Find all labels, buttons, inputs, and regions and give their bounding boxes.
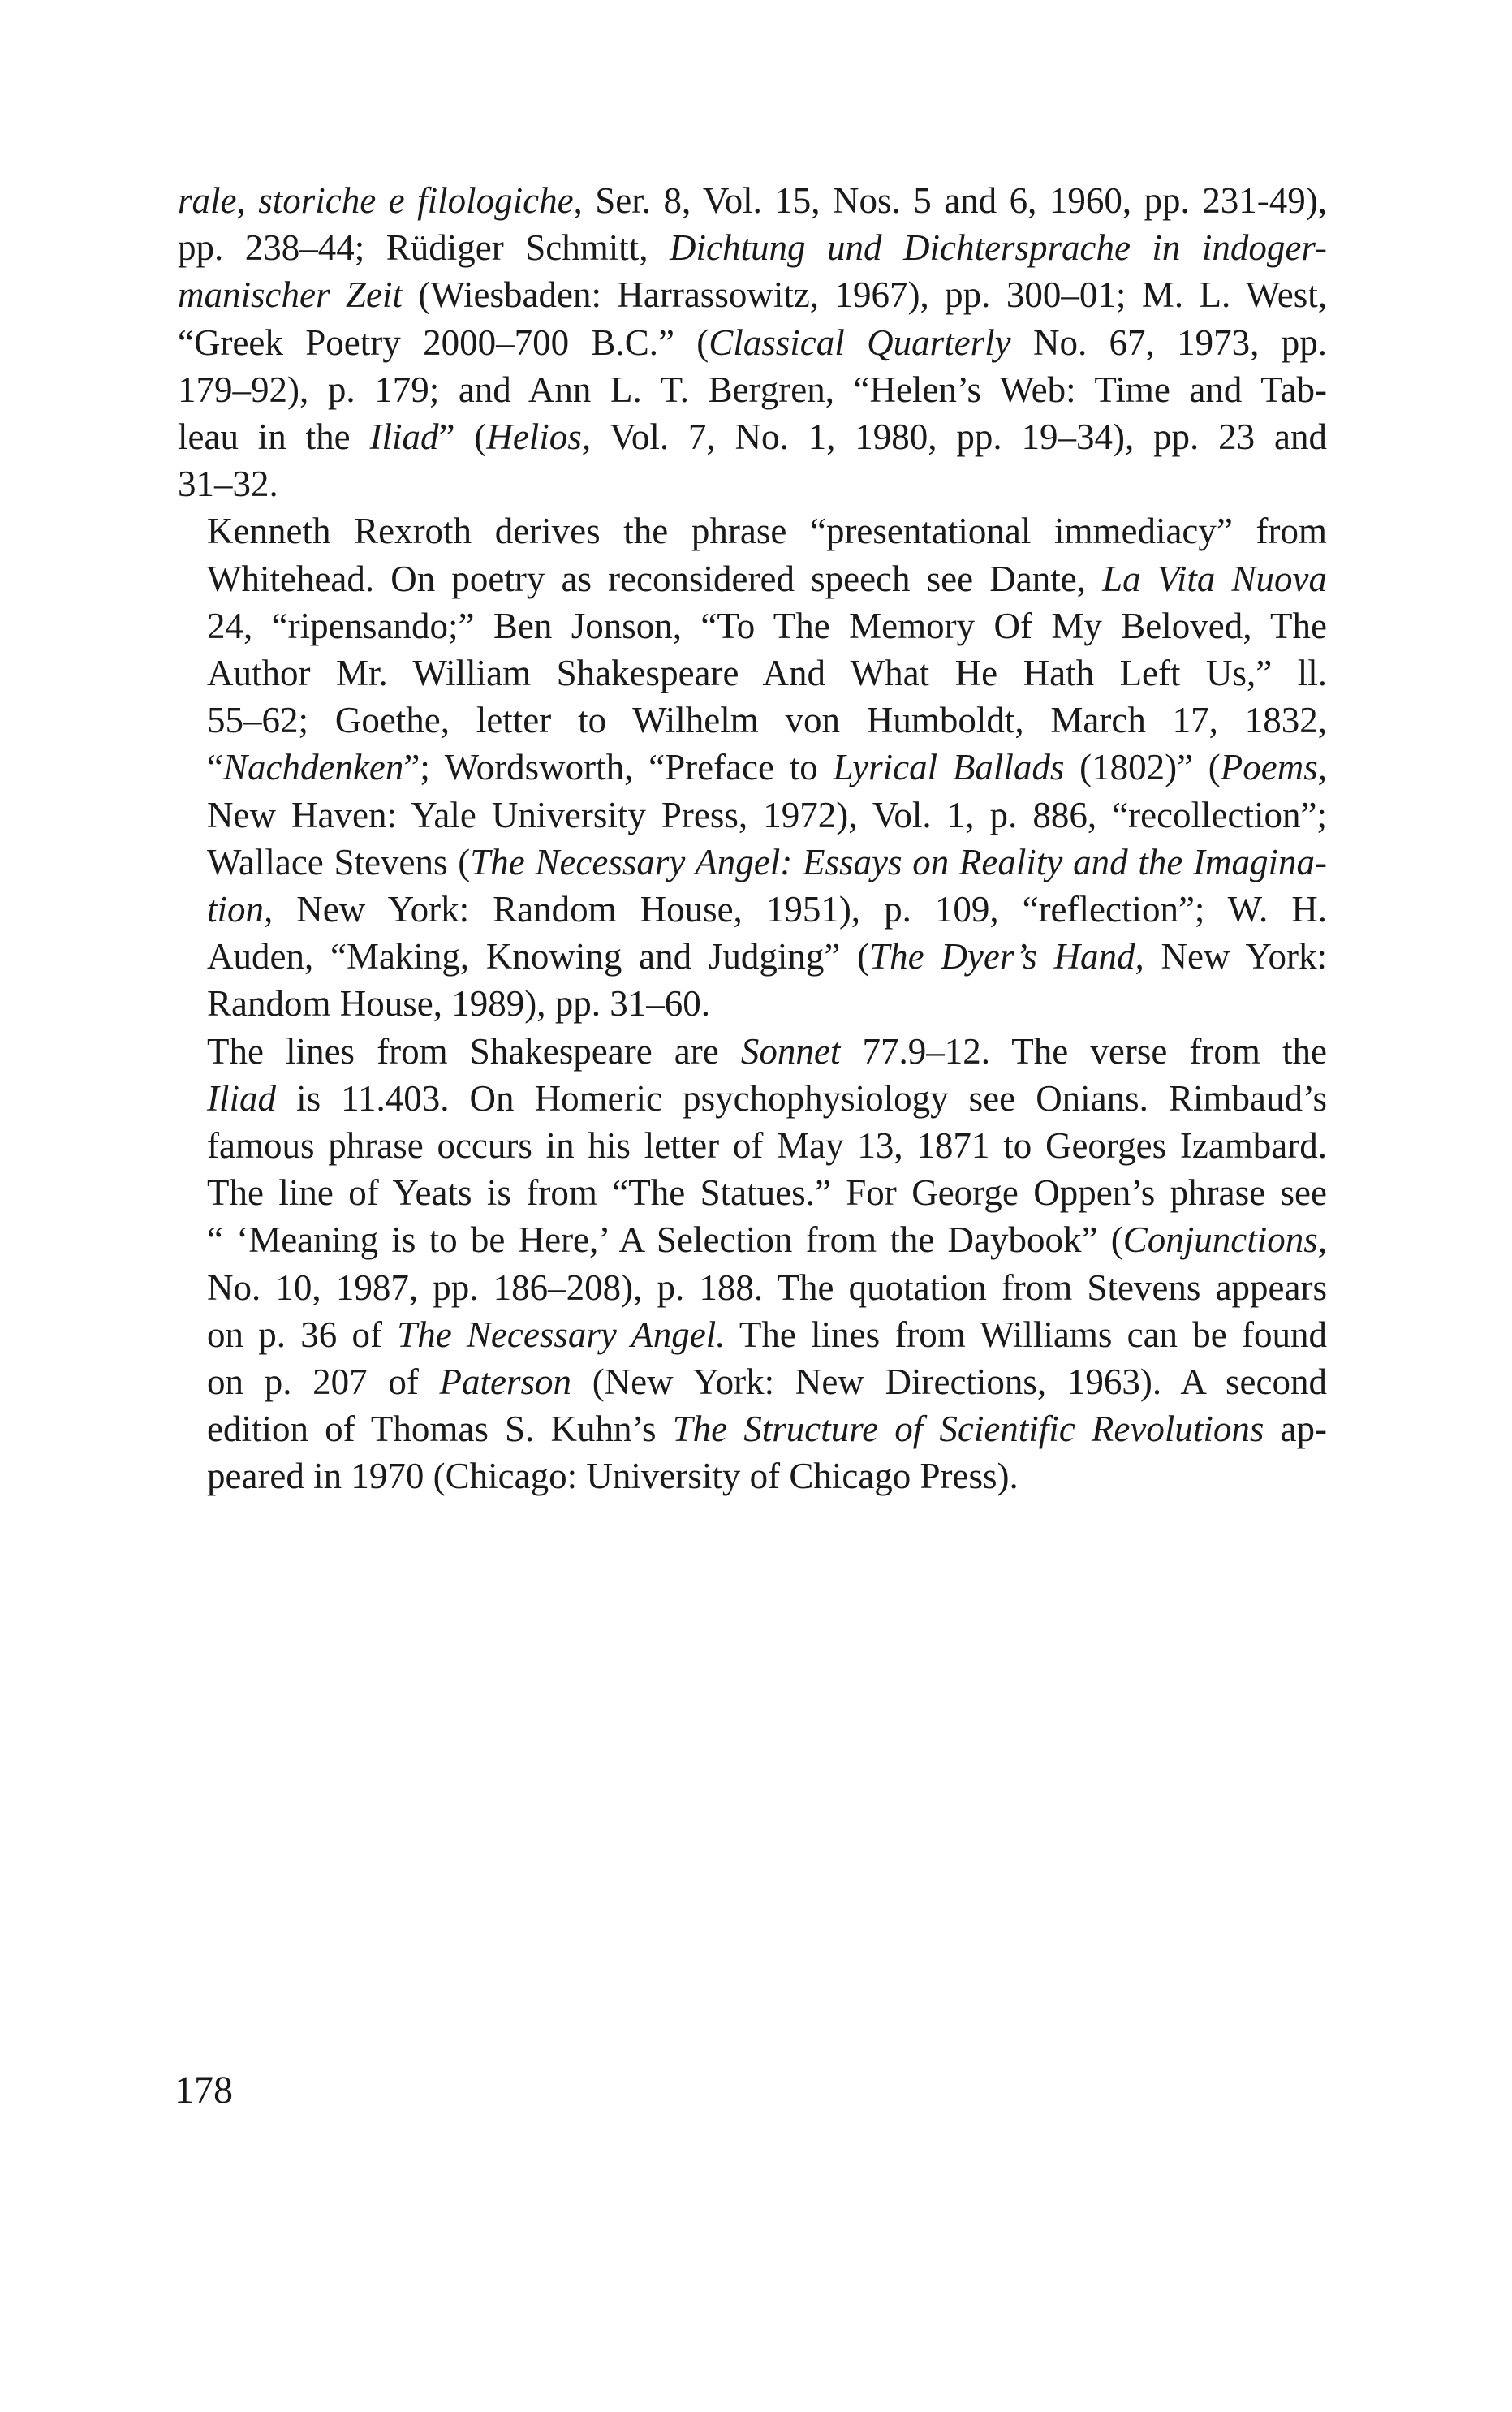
text-line: 31–32. [178,464,278,505]
text-line: 24, “ripensando;” Ben Jonson, “To The Memory Of My Beloved, The [207,605,1327,646]
text-line: Iliad is 11.403. On Homeric psychophysiology see Onians. Rimbaud’s [207,1077,1327,1119]
italic-title: Helios, [486,416,592,458]
text-line: The line of Yeats is from “The Statues.” For George Oppen’s phrase see [207,1172,1327,1214]
italic-title: Poems, [1220,747,1327,788]
text-line: 179–92), p. 179; and Ann L. T. Bergren, “Helen’s Web: Time and Tab- [178,369,1327,410]
text-line: The lines from Shakespeare are Sonnet 77.9–12. The verse from the [207,1030,1327,1072]
page-number: 178 [174,2069,233,2112]
italic-title: Iliad [207,1077,276,1119]
paragraph-shakespeare [178,1028,1327,1500]
italic-title: The Necessary Angel. [397,1314,726,1355]
text-line: Auden, “Making, Knowing and Judging” (The Dyer’s Hand, New York: [207,936,1327,977]
text-line: famous phrase occurs in his letter of May 13, 1871 to Georges Izambard. [207,1125,1327,1167]
text-line: Random House, 1989), pp. 31–60. [207,983,710,1025]
text-line: edition of Thomas S. Kuhn’s The Structure of Scientific Revolutions ap- [207,1409,1327,1450]
italic-title: The Dyer’s Hand, [869,936,1144,977]
text-line: Author Mr. William Shakespeare And What He Hath Left Us,” ll. [207,653,1327,694]
italic-title: La Vita Nuova [1102,558,1327,599]
italic-title: Classical Quarterly [709,321,1011,363]
text-line: Kenneth Rexroth derives the phrase “presentational immediacy” from [207,511,1327,552]
text-line: peared in 1970 (Chicago: University of Chicago Press). [207,1456,1019,1497]
text-line: Whitehead. On poetry as reconsidered speech see Dante, La Vita Nuova [207,558,1327,599]
paragraph-continuation [178,177,1327,507]
italic-title: Conjunctions, [1122,1219,1327,1261]
text-line: rale, storiche e filologiche, Ser. 8, Vol. 15, Nos. 5 and 6, 1960, pp. 231-49), [178,180,1327,221]
italic-title: Sonnet [740,1030,841,1072]
italic-title: Lyrical Ballads [833,747,1065,788]
text-line: tion, New York: Random House, 1951), p. 109, “reflection”; W. H. [207,889,1327,930]
italic-title: The Necessary Angel: Essays on Reality and the Imagina- [470,841,1327,882]
italic-title: tion, [207,889,274,930]
text-line: No. 10, 1987, pp. 186–208), p. 188. The quotation from Stevens appears [207,1266,1327,1308]
text-line: 55–62; Goethe, letter to Wilhelm von Humboldt, March 17, 1832, [207,700,1327,741]
text-line: “Greek Poetry 2000–700 B.C.” (Classical Quarterly No. 67, 1973, pp. [178,321,1327,363]
text-line: “Nachdenken”; Wordsworth, “Preface to Lyrical Ballads (1802)” (Poems, [207,747,1327,788]
text-line: on p. 207 of Paterson (New York: New Directions, 1963). A second [207,1361,1327,1403]
notes-text [178,177,1327,1500]
text-line: Wallace Stevens (The Necessary Angel: Essays on Reality and the Imagina- [207,841,1327,882]
text-line: New Haven: Yale University Press, 1972), Vol. 1, p. 886, “recollection”; [207,794,1327,835]
text-line: manischer Zeit (Wiesbaden: Harrassowitz, 1967), pp. 300–01; M. L. West, [178,274,1327,316]
text-line: “ ‘Meaning is to be Here,’ A Selection from the Daybook” (Conjunctions, [207,1219,1327,1261]
italic-title: rale, storiche e filologiche, [178,180,583,221]
italic-title: Iliad [369,416,439,458]
italic-title: Nachdenken [222,747,404,788]
paragraph-rexroth [178,507,1327,1027]
italic-title: Paterson [439,1361,571,1403]
text-line: leau in the Iliad” (Helios, Vol. 7, No. 1, 1980, pp. 19–34), pp. 23 and [178,416,1327,458]
text-line: on p. 36 of The Necessary Angel. The lines from Williams can be found [207,1314,1327,1355]
text-line: pp. 238–44; Rüdiger Schmitt, Dichtung und Dichtersprache in indoger- [178,227,1327,269]
italic-title: Dichtung und Dichtersprache in indoger- [670,227,1327,269]
italic-title: The Structure of Scientific Revolutions [672,1409,1264,1450]
italic-title: manischer Zeit [178,274,403,316]
